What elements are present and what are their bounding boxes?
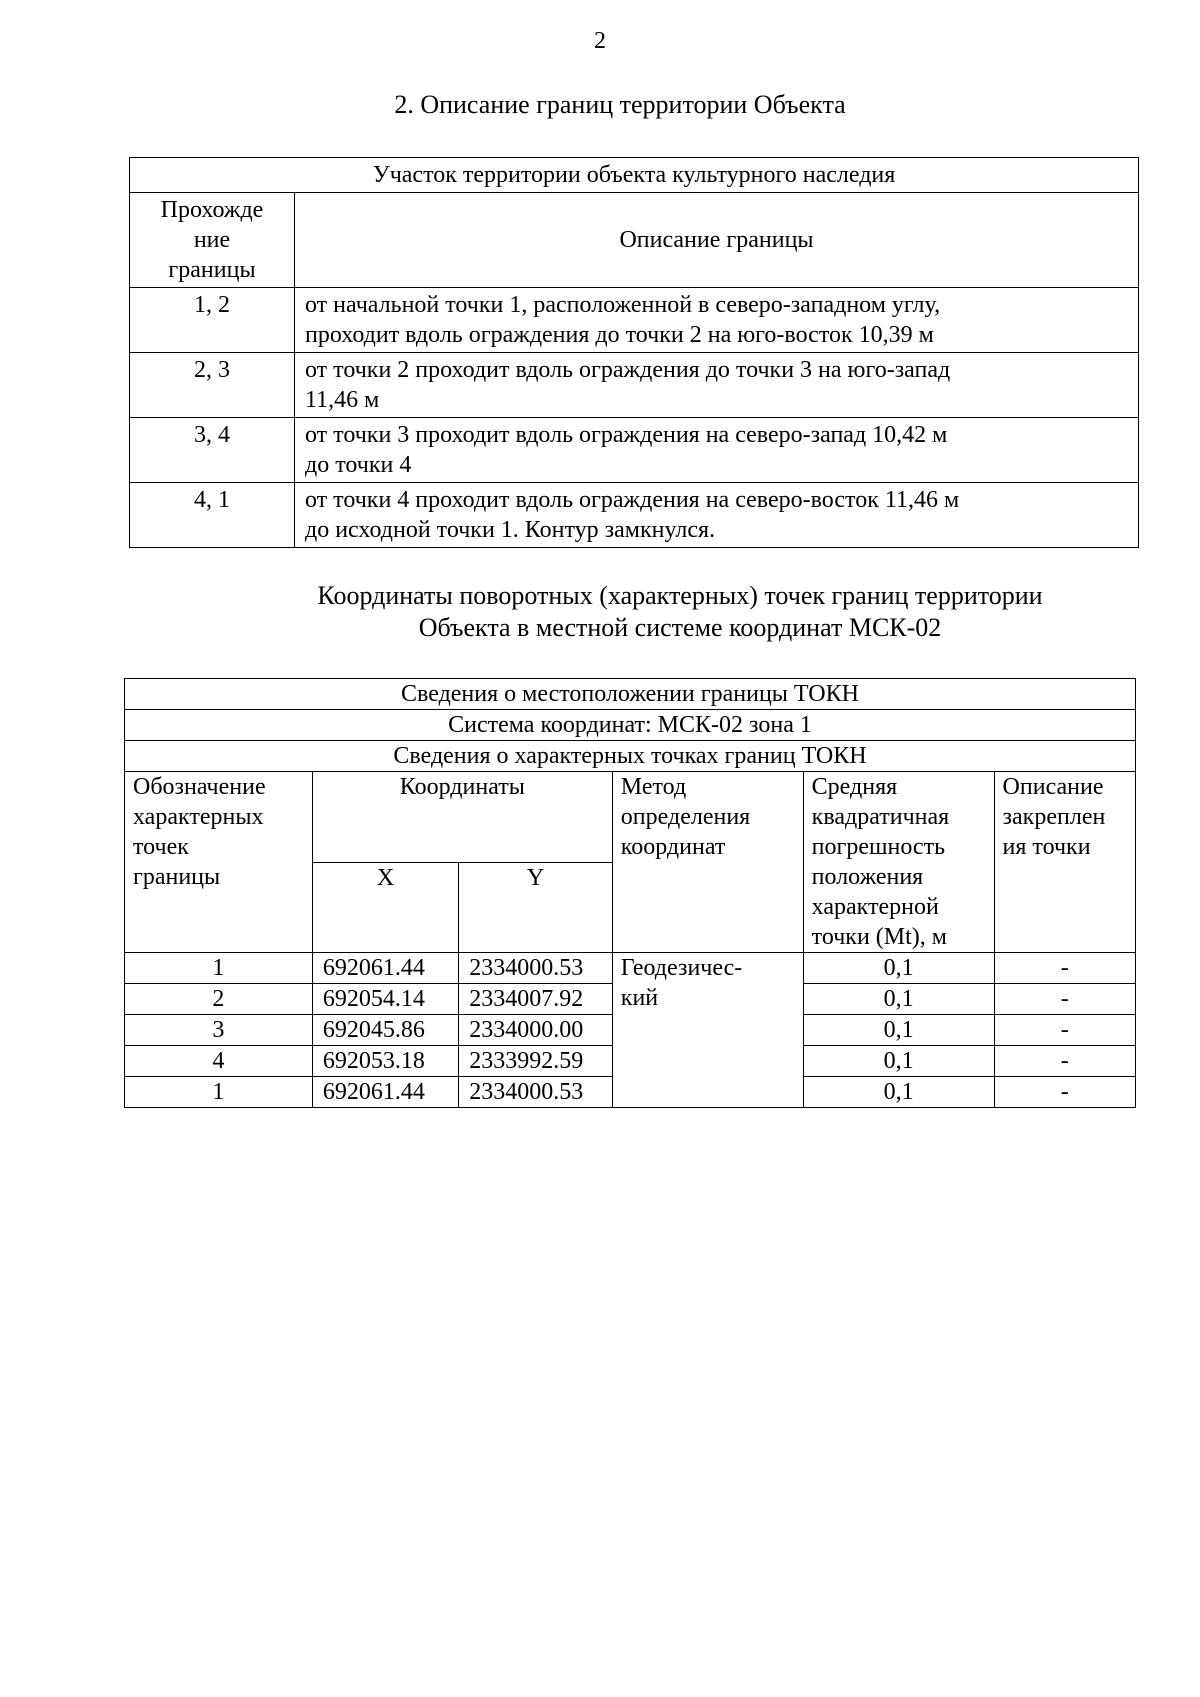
col-header-error	[803, 772, 994, 953]
col-header-point	[125, 772, 313, 953]
col-header-error-line: положения	[811, 864, 924, 890]
method-line: кий	[620, 985, 659, 1011]
col-header-method	[612, 772, 803, 953]
coords-header-points: Сведения о характерных точках границ ТОКН	[125, 741, 1136, 772]
col-header-pass-line: границы	[168, 257, 256, 283]
x-cell: 692061.44	[312, 1077, 458, 1108]
col-header-pass	[130, 193, 295, 288]
col-header-fix-line: закреплен	[1002, 804, 1106, 830]
desc-line: до исходной точки 1. Контур замкнулся.	[305, 517, 716, 543]
y-cell: 2334000.53	[459, 1077, 613, 1108]
table-row	[130, 353, 1139, 418]
coords-header-location: Сведения о местоположении границы ТОКН	[125, 679, 1136, 710]
point-cell: 1	[125, 1077, 313, 1108]
method-cell	[612, 953, 803, 1108]
point-cell: 2	[125, 984, 313, 1015]
col-header-x: X	[312, 862, 458, 953]
col-header-error-line: погрешность	[811, 834, 946, 860]
col-header-point-line: Обозначение	[133, 774, 266, 800]
desc-line: от точки 2 проходит вдоль ограждения до точки 3 на юго-запад	[305, 357, 951, 383]
col-header-error-line: Средняя	[811, 774, 898, 800]
y-cell: 2333992.59	[459, 1046, 613, 1077]
fix-cell: -	[994, 1046, 1135, 1077]
boundary-table-title: Участок территории объекта культурного наследия	[130, 158, 1139, 193]
point-cell: 3	[125, 1015, 313, 1046]
col-header-pass-line: Прохожде	[160, 197, 264, 223]
table-row	[125, 953, 1136, 984]
error-cell: 0,1	[803, 984, 994, 1015]
col-header-fix	[994, 772, 1135, 953]
coords-title-line: Координаты поворотных (характерных) точек границ территории	[317, 581, 1043, 610]
desc-line: 11,46 м	[305, 387, 380, 413]
col-header-method-line: определения	[620, 804, 751, 830]
col-header-method-line: Метод	[620, 774, 687, 800]
desc-line: до точки 4	[305, 452, 412, 478]
error-cell: 0,1	[803, 1046, 994, 1077]
pass-cell: 1, 2	[130, 288, 295, 353]
desc-cell	[295, 288, 1139, 353]
table-row	[130, 288, 1139, 353]
col-header-point-line: границы	[133, 864, 221, 890]
desc-cell	[295, 353, 1139, 418]
coords-title-line: Объекта в местной системе координат МСК-02	[418, 613, 942, 642]
desc-line: от начальной точки 1, расположенной в северо-западном углу,	[305, 292, 941, 318]
x-cell: 692061.44	[312, 953, 458, 984]
table-row	[130, 418, 1139, 483]
error-cell: 0,1	[803, 953, 994, 984]
desc-line: от точки 3 проходит вдоль ограждения на северо-запад 10,42 м	[305, 422, 948, 448]
desc-line: проходит вдоль ограждения до точки 2 на юго-восток 10,39 м	[305, 322, 934, 348]
fix-cell: -	[994, 1015, 1135, 1046]
desc-cell	[295, 418, 1139, 483]
point-cell: 1	[125, 953, 313, 984]
y-cell: 2334000.00	[459, 1015, 613, 1046]
y-cell: 2334000.53	[459, 953, 613, 984]
col-header-fix-line: Описание	[1002, 774, 1104, 800]
x-cell: 692053.18	[312, 1046, 458, 1077]
x-cell: 692045.86	[312, 1015, 458, 1046]
section-title: 2. Описание границ территории Объекта	[394, 90, 846, 119]
col-header-method-line: координат	[620, 834, 726, 860]
pass-cell: 3, 4	[130, 418, 295, 483]
coords-header-system: Система координат: МСК-02 зона 1	[125, 710, 1136, 741]
col-header-y: Y	[459, 862, 613, 953]
col-header-error-line: точки (Mt), м	[811, 924, 947, 950]
pass-cell: 2, 3	[130, 353, 295, 418]
point-cell: 4	[125, 1046, 313, 1077]
pass-cell: 4, 1	[130, 483, 295, 548]
col-header-pass-line: ние	[193, 227, 231, 253]
col-header-error-line: квадратичная	[811, 804, 950, 830]
coords-table	[124, 678, 1136, 1108]
table-row	[130, 483, 1139, 548]
page-number: 2	[594, 28, 606, 54]
col-header-point-line: характерных	[133, 804, 264, 830]
fix-cell: -	[994, 984, 1135, 1015]
col-header-error-line: характерной	[811, 894, 939, 920]
x-cell: 692054.14	[312, 984, 458, 1015]
fix-cell: -	[994, 953, 1135, 984]
method-line: Геодезичес-	[620, 955, 743, 981]
col-header-point-line: точек	[133, 834, 189, 860]
col-header-coords: Координаты	[312, 772, 612, 863]
boundary-table	[129, 157, 1139, 548]
coords-title	[260, 580, 1100, 644]
y-cell: 2334007.92	[459, 984, 613, 1015]
col-header-desc: Описание границы	[295, 193, 1139, 288]
error-cell: 0,1	[803, 1015, 994, 1046]
error-cell: 0,1	[803, 1077, 994, 1108]
fix-cell: -	[994, 1077, 1135, 1108]
desc-line: от точки 4 проходит вдоль ограждения на северо-восток 11,46 м	[305, 487, 960, 513]
col-header-fix-line: ия точки	[1002, 834, 1091, 860]
desc-cell	[295, 483, 1139, 548]
